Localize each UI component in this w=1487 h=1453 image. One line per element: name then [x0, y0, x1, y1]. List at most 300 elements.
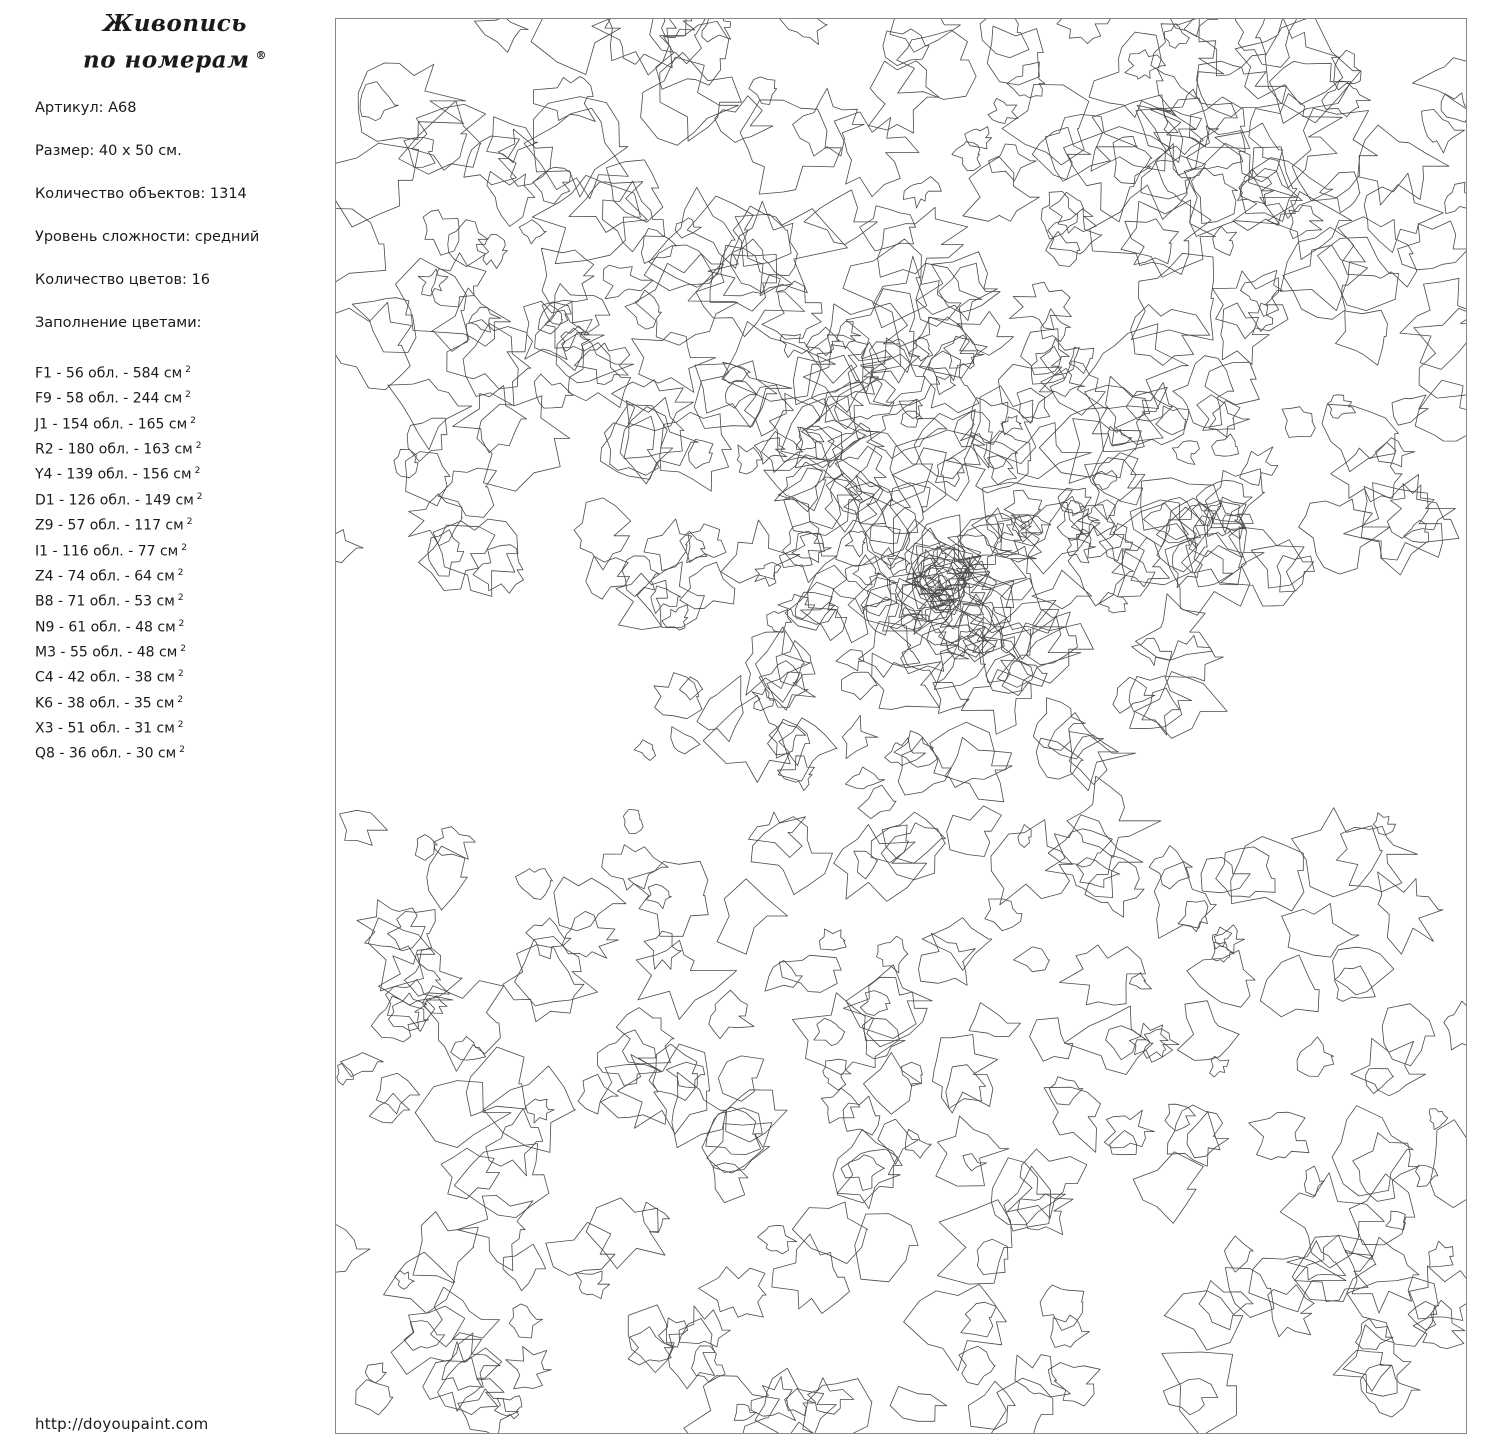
unit-exponent: 2: [194, 466, 201, 477]
outline-region: [780, 334, 809, 357]
outline-region: [945, 737, 1012, 801]
outline-region: [1297, 1037, 1334, 1077]
outline-region: [1154, 862, 1216, 938]
canvas-size: Размер: 40 х 50 см.: [35, 143, 182, 159]
outline-region: [758, 1225, 797, 1254]
outline-region: [668, 1319, 714, 1389]
outline-region: [1205, 362, 1260, 405]
brand-line-1: Живопись: [103, 10, 247, 37]
outline-region: [680, 531, 707, 562]
outline-region: [628, 861, 708, 936]
color-fill-row: [35, 411, 203, 436]
line-art-image: [336, 19, 1466, 1433]
outline-region: [804, 190, 877, 245]
color-fill-row: [35, 563, 203, 588]
outline-region: [1216, 847, 1275, 897]
outline-region: [1429, 1241, 1454, 1267]
outline-region: [755, 562, 781, 586]
color-fill-text: D1 - 126 обл. - 149 см: [35, 492, 194, 509]
unit-exponent: 2: [177, 593, 184, 604]
outline-region: [1320, 172, 1360, 213]
outline-region: [644, 519, 692, 571]
outline-region: [687, 196, 753, 268]
outline-region: [765, 960, 802, 991]
outline-region: [336, 208, 386, 287]
outline-region: [1221, 527, 1305, 606]
outline-region: [1268, 1285, 1314, 1337]
unit-exponent: 2: [196, 491, 203, 502]
outline-region: [1172, 441, 1199, 465]
color-fill-text: M3 - 55 обл. - 48 см: [35, 644, 178, 661]
outline-region: [1004, 490, 1042, 529]
color-fill-row: [35, 639, 203, 664]
outline-region: [680, 562, 735, 609]
outline-region: [662, 605, 688, 630]
outline-region: [453, 386, 527, 453]
outline-region: [1212, 434, 1239, 456]
outline-region: [1378, 872, 1444, 954]
outline-region: [1164, 1291, 1243, 1350]
outline-region: [1237, 169, 1273, 204]
outline-region: [1099, 523, 1133, 560]
outline-region: [415, 1081, 511, 1148]
outline-region: [433, 519, 518, 596]
outline-region: [358, 63, 465, 141]
outline-region: [431, 253, 486, 307]
outline-region: [823, 1059, 851, 1090]
outline-region: [1191, 168, 1237, 224]
outline-region: [532, 175, 640, 263]
outline-region: [1007, 62, 1045, 98]
outline-region: [340, 810, 388, 845]
outline-region: [715, 96, 773, 143]
outline-region: [890, 19, 961, 52]
outline-region: [998, 364, 1062, 423]
outline-region: [1404, 520, 1429, 542]
outline-region: [1007, 1149, 1087, 1219]
color-fill-text: F9 - 58 обл. - 244 см: [35, 391, 183, 408]
color-fill-row: [35, 487, 203, 512]
outline-region: [836, 650, 864, 671]
outline-region: [972, 386, 1036, 464]
outline-region: [1444, 1001, 1466, 1050]
outline-region: [1057, 19, 1115, 44]
outline-region: [1167, 1105, 1222, 1166]
outline-region: [1345, 1237, 1419, 1313]
outline-region: [415, 835, 437, 861]
coloring-canvas: [335, 18, 1467, 1434]
outline-region: [980, 19, 1029, 58]
outline-region: [785, 1388, 815, 1415]
outline-region: [341, 1053, 384, 1077]
outline-region: [721, 520, 800, 583]
outline-region: [1085, 856, 1144, 918]
outline-region: [1030, 1018, 1073, 1061]
outline-region: [1416, 1165, 1438, 1187]
outline-region: [1292, 808, 1383, 897]
outline-region: [644, 245, 723, 291]
outline-region: [833, 1129, 902, 1203]
unit-exponent: 2: [185, 390, 191, 401]
outline-region: [1343, 1325, 1411, 1397]
outline-region: [864, 1052, 922, 1114]
outline-region: [780, 19, 827, 45]
outline-region: [477, 396, 570, 492]
outline-region: [642, 1202, 669, 1232]
outline-region: [632, 332, 716, 392]
outline-region: [1209, 401, 1240, 430]
outline-region: [1099, 593, 1128, 614]
outline-region: [1001, 578, 1059, 633]
outline-region: [1044, 1087, 1100, 1152]
outline-region: [792, 993, 898, 1075]
unit-exponent: 2: [177, 669, 184, 680]
outline-region: [848, 342, 887, 384]
outline-region: [1204, 502, 1246, 537]
outline-region: [1364, 173, 1443, 252]
outline-region: [1040, 1285, 1084, 1331]
outline-region: [1067, 776, 1161, 857]
outline-region: [872, 653, 941, 709]
outline-region: [531, 19, 624, 75]
outline-region: [506, 1347, 552, 1389]
registered-mark: ®: [255, 49, 268, 62]
outline-region: [1365, 1068, 1393, 1093]
outline-region: [836, 496, 910, 566]
outline-region: [509, 1304, 542, 1338]
outline-region: [1108, 426, 1132, 446]
outline-region: [762, 432, 803, 473]
outline-region: [946, 1065, 986, 1109]
outline-region: [865, 499, 917, 566]
outline-region: [803, 1379, 872, 1433]
outline-region: [438, 468, 497, 517]
outline-region: [908, 337, 932, 361]
outline-region: [835, 377, 896, 421]
outline-region: [1338, 217, 1417, 287]
outline-region: [904, 1284, 1007, 1371]
outline-region: [922, 918, 992, 971]
outline-region: [562, 911, 618, 958]
outline-region: [1225, 1268, 1274, 1318]
outline-region: [1235, 19, 1343, 105]
outline-region: [637, 562, 704, 628]
outline-region: [689, 439, 714, 468]
outline-region: [1069, 732, 1136, 791]
outline-region: [423, 1342, 502, 1412]
color-fill-text: Y4 - 139 обл. - 156 см: [35, 467, 192, 484]
outline-region: [427, 846, 468, 910]
outline-region: [1046, 231, 1080, 266]
product-info: [35, 98, 259, 356]
outline-region: [837, 1149, 900, 1209]
outline-region: [644, 931, 681, 969]
outline-region: [717, 879, 788, 954]
color-fill-row: [35, 614, 203, 639]
outline-region: [1013, 623, 1093, 683]
outline-region: [687, 524, 726, 563]
outline-region: [1318, 237, 1399, 310]
outline-region: [858, 622, 920, 678]
outline-region: [901, 608, 922, 630]
color-fill-list: [35, 360, 203, 766]
outline-region: [1429, 1109, 1448, 1130]
outline-region: [1049, 192, 1096, 233]
outline-region: [1165, 1104, 1195, 1131]
outline-region: [709, 990, 754, 1038]
outline-region: [1333, 1350, 1391, 1391]
outline-region: [387, 910, 435, 964]
outline-region: [784, 477, 863, 536]
color-fill-row: [35, 740, 203, 765]
outline-region: [718, 1056, 763, 1101]
outline-region: [988, 456, 1017, 485]
outline-region: [388, 379, 472, 450]
outline-region: [1049, 1077, 1083, 1105]
outline-region: [554, 877, 626, 931]
color-fill-row: [35, 690, 203, 715]
outline-region: [469, 307, 501, 332]
outline-region: [1015, 1355, 1070, 1397]
outline-region: [1240, 447, 1278, 486]
unit-exponent: 2: [195, 441, 202, 452]
unit-exponent: 2: [178, 618, 185, 629]
outline-paths: [336, 19, 1466, 1433]
color-fill-text: K6 - 38 обл. - 35 см: [35, 695, 175, 712]
outline-region: [1336, 826, 1417, 892]
outline-region: [503, 1244, 546, 1291]
outline-region: [963, 157, 1040, 221]
fill-title: Заполнение цветами:: [35, 315, 202, 331]
outline-region: [369, 1093, 410, 1123]
outline-region: [1412, 58, 1466, 110]
outline-region: [672, 1072, 726, 1147]
outline-region: [336, 1222, 370, 1272]
outline-region: [534, 77, 596, 122]
outline-region: [1017, 388, 1050, 419]
outline-region: [961, 1302, 997, 1337]
colors-count: Количество цветов: 16: [35, 272, 210, 288]
outline-region: [1184, 19, 1269, 76]
outline-region: [959, 1346, 995, 1385]
outline-region: [983, 617, 1031, 683]
website-link[interactable]: http://doyoupaint.com: [35, 1415, 209, 1433]
outline-region: [1351, 1038, 1426, 1096]
outline-region: [545, 284, 610, 349]
outline-region: [1441, 93, 1466, 123]
outline-region: [337, 1063, 354, 1085]
outline-region: [396, 258, 470, 351]
outline-region: [1413, 1300, 1465, 1348]
outline-region: [1430, 1120, 1466, 1208]
outline-region: [603, 265, 653, 299]
outline-region: [1221, 303, 1270, 365]
outline-region: [1130, 973, 1152, 989]
outline-region: [1334, 966, 1375, 1002]
outline-region: [1018, 825, 1031, 848]
outline-region: [1048, 713, 1104, 759]
color-fill-row: [35, 385, 203, 410]
outline-region: [819, 929, 846, 950]
outline-region: [336, 143, 419, 227]
outline-region: [524, 108, 628, 199]
outline-region: [1136, 594, 1213, 660]
outline-region: [1212, 927, 1232, 949]
outline-region: [634, 740, 656, 761]
outline-region: [734, 1404, 756, 1420]
outline-region: [1077, 858, 1120, 888]
outline-region: [428, 530, 464, 576]
outline-region: [586, 1198, 665, 1269]
color-fill-row: [35, 461, 203, 486]
outline-region: [434, 827, 476, 859]
outline-region: [882, 812, 945, 863]
info-sidebar: [0, 0, 320, 1453]
outline-region: [785, 582, 835, 630]
outline-region: [778, 718, 837, 781]
outline-region: [702, 1108, 764, 1173]
brand-line-2: [60, 40, 290, 77]
outline-region: [616, 1008, 674, 1064]
outline-region: [1336, 310, 1388, 365]
outline-region: [1361, 1364, 1421, 1417]
outline-region: [494, 1396, 522, 1419]
outline-region: [1382, 1004, 1435, 1066]
outline-region: [845, 767, 884, 789]
outline-region: [977, 1239, 1008, 1274]
outline-region: [963, 1154, 987, 1171]
color-fill-text: R2 - 180 обл. - 163 см: [35, 441, 193, 458]
outline-region: [1445, 182, 1466, 213]
color-fill-text: Q8 - 36 обл. - 30 см: [35, 746, 177, 763]
color-fill-text: I1 - 116 обл. - 77 см: [35, 543, 179, 560]
outline-region: [933, 683, 969, 714]
outline-region: [767, 610, 792, 633]
outline-region: [1033, 698, 1085, 751]
color-fill-row: [35, 715, 203, 740]
brand-line-2-text: по номерам: [82, 46, 250, 74]
outline-region: [936, 375, 955, 395]
outline-region: [706, 1107, 761, 1154]
outline-region: [825, 382, 863, 429]
outline-region: [1141, 478, 1221, 548]
outline-region: [1009, 282, 1071, 330]
outline-region: [808, 1378, 854, 1415]
outline-region: [376, 1073, 419, 1114]
outline-region: [1248, 303, 1273, 331]
outline-region: [526, 1099, 555, 1123]
outline-region: [733, 206, 791, 266]
outline-region: [441, 1148, 500, 1199]
outline-region: [1093, 458, 1142, 521]
outline-region: [1283, 245, 1368, 319]
outline-region: [843, 977, 927, 1047]
color-fill-row: [35, 588, 203, 613]
outline-region: [451, 1036, 486, 1060]
outline-region: [1260, 955, 1319, 1017]
outline-region: [404, 137, 435, 167]
outline-region: [892, 448, 946, 513]
outline-region: [968, 1381, 1015, 1429]
outline-region: [1110, 1131, 1137, 1155]
outline-region: [1282, 407, 1315, 438]
outline-region: [651, 586, 681, 614]
outline-region: [1304, 1166, 1324, 1196]
outline-region: [1250, 158, 1333, 219]
outline-region: [542, 302, 571, 325]
outline-region: [649, 187, 735, 287]
brand-logo: [60, 8, 290, 77]
outline-region: [524, 301, 590, 359]
outline-region: [1322, 404, 1399, 471]
outline-region: [858, 785, 896, 819]
outline-region: [906, 1129, 932, 1158]
outline-region: [1280, 1173, 1384, 1268]
outline-region: [1041, 192, 1078, 240]
outline-region: [1041, 309, 1071, 342]
outline-region: [890, 1386, 947, 1421]
outline-region: [623, 810, 643, 834]
outline-region: [360, 82, 398, 121]
outline-region: [641, 57, 739, 145]
outline-region: [695, 364, 792, 428]
color-fill-row: [35, 360, 203, 385]
outline-region: [869, 61, 939, 133]
outline-region: [845, 471, 881, 502]
outline-region: [1328, 395, 1356, 419]
outline-region: [1085, 385, 1150, 451]
outline-region: [1166, 635, 1224, 681]
color-fill-row: [35, 512, 203, 537]
outline-region: [853, 555, 881, 585]
outline-region: [702, 19, 731, 42]
outline-region: [878, 1119, 919, 1164]
outline-region: [1131, 253, 1213, 340]
outline-region: [431, 1287, 500, 1347]
outline-region: [413, 1212, 478, 1283]
outline-region: [357, 900, 425, 951]
outline-region: [1018, 1194, 1074, 1235]
outline-region: [969, 1003, 1021, 1037]
outline-region: [755, 627, 804, 702]
outline-region: [1048, 1363, 1100, 1407]
outline-region: [1197, 395, 1250, 437]
outline-region: [604, 19, 677, 75]
outline-region: [1132, 638, 1172, 665]
outline-region: [395, 1271, 415, 1290]
outline-region: [834, 112, 919, 197]
outline-region: [936, 1116, 1009, 1186]
outline-region: [860, 991, 890, 1016]
outline-region: [646, 884, 672, 908]
outline-region: [463, 323, 531, 406]
outline-region: [846, 289, 915, 373]
outline-region: [620, 407, 698, 484]
outline-region: [1177, 1001, 1239, 1061]
difficulty-level: Уровень сложности: средний: [35, 229, 260, 245]
outline-region: [930, 722, 1013, 787]
color-fill-text: Z4 - 74 обл. - 64 см: [35, 568, 175, 585]
outline-region: [935, 458, 964, 487]
outline-region: [515, 937, 598, 1006]
outline-region: [1065, 1006, 1154, 1075]
unit-exponent: 2: [177, 720, 184, 731]
outline-region: [1213, 271, 1289, 339]
outline-region: [985, 899, 1022, 931]
color-fill-text: C4 - 42 обл. - 38 см: [35, 669, 175, 686]
outline-region: [881, 823, 945, 880]
outline-region: [746, 632, 811, 695]
